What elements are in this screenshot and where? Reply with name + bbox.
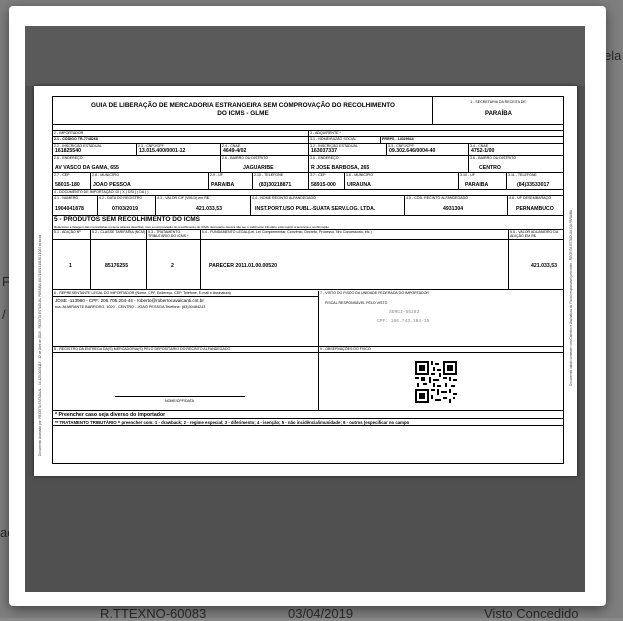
secretaria-value: PARAÍBA: [485, 111, 512, 117]
section-5-heading: 5 - PRODUTOS SEM RECOLHIMENTO DO ICMS Relacionar a listagem das mercadorias ou itens através descritas, com a comprovação do recolhimento do ICMS. Entretanto deverá não ser o cabimento tributário está sujeito à tenência e confirmação.: [53, 216, 564, 230]
field-4-3: 4.3 - VALOR CIF (VMLD) em R$ 421.033,53: [156, 196, 251, 216]
field-2-10: 2.10 - TELEFONE (83)30218871: [253, 173, 309, 190]
field-3-3: 3.3 - CNPJ/CPF 09.302.646/0004-40: [387, 144, 469, 156]
col-5-3: 5.3 - TRATAMENTO TRIBUTÁRIO DO ICMS *: [147, 230, 201, 240]
field-4-5: 4.5 - CÓD. RECINTO ALFANDEGADO 4931304: [405, 196, 508, 216]
field-2-7: 2.7 - CEP 58015-180: [53, 173, 91, 190]
importador-heading: 2 - IMPORTADOR: [53, 131, 309, 137]
field-3-6: 3.6 - BAIRRO OU DISTRITO CENTRO: [469, 156, 564, 173]
section-6-line1: JOSE -113980 - CPF: 205.705.204-44 - roberto@robertocavalcanti.cnt.br: [55, 298, 204, 303]
section-7-cpf: CPF: 166.743.164-15: [377, 319, 430, 324]
field-2-9: 2.9 - UF PARAIBA: [209, 173, 253, 190]
side-text-left: Documento Assinado por: RECEITA ESTADUAL - 14.120.000/1115 - 12 de Abril de 2019 - RECEITA ESTADUAL PARAIBA 4017140/14101301 1004 xx:xx:xx: [38, 234, 42, 456]
field-3-11: 3.11 - TELEFONE (84)33533017: [507, 173, 564, 190]
field-3-2: 3.2 - INSCRIÇÃO ESTADUAL 163037337: [309, 144, 387, 156]
section-8-signature-label: NOME/CPF/DATA: [165, 399, 195, 403]
field-2-8: 2.8 - MUNICÍPIO JOAO PESSOA: [91, 173, 209, 190]
field-2-2: 2.2 - INSCRIÇÃO ESTADUAL 161825540: [53, 144, 137, 156]
adquirente-heading: 3 - ADQUIRENTE *: [309, 131, 564, 137]
cell-5-5: 421.033,53: [509, 240, 564, 290]
document-modal: [9, 6, 606, 606]
qr-code-icon: [415, 361, 457, 403]
section-7-fiscal: FISCAL RESPONSÁVEL PELO VISTO: [325, 301, 388, 305]
cell-5-1: 1: [53, 240, 91, 290]
field-4-1: 4.1 - NÚMERO 1904041878: [53, 196, 98, 216]
cell-5-2: 85176255: [91, 240, 147, 290]
col-5-5: 5.5 - VALOR ADUANEIRO DA ADIÇÃO EM R$: [509, 230, 564, 240]
cell-5-4: PARECER 2011.01.00.00520: [201, 240, 509, 290]
col-5-2: 5.2 - CLASSE TARIFÁRIA (NCM): [91, 230, 147, 240]
field-2-1: 2.1 - CÓDIGO TR-7748268: [53, 137, 309, 144]
section-7-name: SERGI-55282: [389, 310, 420, 315]
field-4-2: 4.2 - DATA DO REGISTRO 07/03/2019: [98, 196, 156, 216]
field-3-5: 3.5 - ENDEREÇO R JOSE BARBOSA, 265: [309, 156, 469, 173]
section-6: 6 - REPRESENTANTE LEGAL DO IMPORTADOR (Nome, CPF, Endereço, CEP, Telefone, E-mail e Assinatura) JOSE -113980 - CPF: 205.705.204-44 - roberto@robertocavalcanti.cnt.br rua: ALMIRANTE BARROSO, 1020 - CENTRO - JOAO PESSOA Telefone: (83)30484243: [53, 291, 319, 347]
cell-5-3: 2: [147, 240, 201, 290]
section-7: 7 - VISTO DO FISCO DA UNIDADE FEDERADA DO IMPORTADOR FISCAL RESPONSÁVEL PELO VISTO SERGI-55282 CPF: 166.743.164-15: [319, 291, 564, 347]
field-4-6: 4.6 - UF DESEMBARAÇO PERNAMBUCO: [508, 196, 564, 216]
section-4-heading: 4 - DOCUMENTO DE IMPORTAÇÃO: DI ( X ) DSI ( ) DA ( ): [53, 190, 564, 196]
section-8: 8 - REGISTRO DA ENTREGA DA(S) MERCADORIA(S) PELO DEPOSITÁRIO DO RECINTO ALFANDEGADO NOME/CPF/DATA: [53, 347, 319, 411]
field-3-7: 3.7 - CEP 58915-000: [309, 173, 345, 190]
form-title-line1: GUIA DE LIBERAÇÃO DE MERCADORIA ESTRANGEIRA SEM COMPROVAÇÃO DO RECOLHIMENTO: [90, 102, 396, 109]
note-2: ** TRATAMENTO TRIBUTÁRIO = preencher com: 1 - drawback; 2 - regime especial; 3 - diferimento; 4 - isenção; 5 - não incidência/imunidade; 6 - outros (especificar no campo: [53, 419, 564, 426]
field-2-4: 2.4 - CNAE 4649-4/02: [221, 144, 309, 156]
note-1: * Preencher caso seja diverso do importador: [53, 411, 564, 419]
section-6-line2: rua: ALMIRANTE BARROSO, 1020 - CENTRO - JOAO PESSOA Telefone: (83)30484243: [55, 305, 206, 309]
glme-form: [52, 96, 564, 464]
section-9: 9 - OBSERVAÇÕES DO FISCO: [319, 347, 564, 411]
secretaria-label: 1 - SECRETARIA DA RECEITA DE:: [470, 100, 527, 104]
field-3-4: 3.4 - CNAE 4752-1/00: [469, 144, 564, 156]
field-3-8: 3.8 - MUNICÍPIO UIRAUNA: [345, 173, 459, 190]
field-2-3: 2.3 - CNPJ/CPF 13.015.400/0001-12: [137, 144, 221, 156]
field-2-5: 2.5 - ENDEREÇO AV VASCO DA GAMA, 655: [53, 156, 221, 173]
col-5-4: 5.4 - FUNDAMENTO LEGAL(Lei, Lei Complementar, Convênio, Decreto, Processo, Nro Concessório, etc.): [201, 230, 509, 240]
form-title-cell: [53, 97, 433, 125]
field-3-10: 3.10 - UF PARAIBA: [459, 173, 507, 190]
pdf-viewer[interactable]: [25, 26, 585, 592]
col-5-1: 5.1 - ADIÇÃO Nº: [53, 230, 91, 240]
side-text-right: Documento valido somente com Carimbo e Assinatura do Fiscal responsavel pelo visto - RECEITA ESTADUAL DA PARAIBA: [569, 209, 573, 386]
field-4-4: 4.4 - NOME RECINTO ALFANDEGADO INST.PORT.USO PUBL.-SUATA SERV.LOG. LTDA.: [251, 196, 405, 216]
form-title-line2: DO ICMS - GLME: [217, 110, 269, 117]
secretaria-cell: [433, 97, 564, 125]
viewer-toolbar-area: [25, 26, 585, 86]
field-3-1: PRRPS - 14029944: [381, 137, 564, 144]
document-page: [34, 86, 577, 476]
field-2-6: 2.6 - BAIRRO OU DISTRITO JAGUARIBE: [221, 156, 309, 173]
field-3-1-label: 3.1 - NOME/RAZÃO SOCIAL: [309, 137, 381, 144]
